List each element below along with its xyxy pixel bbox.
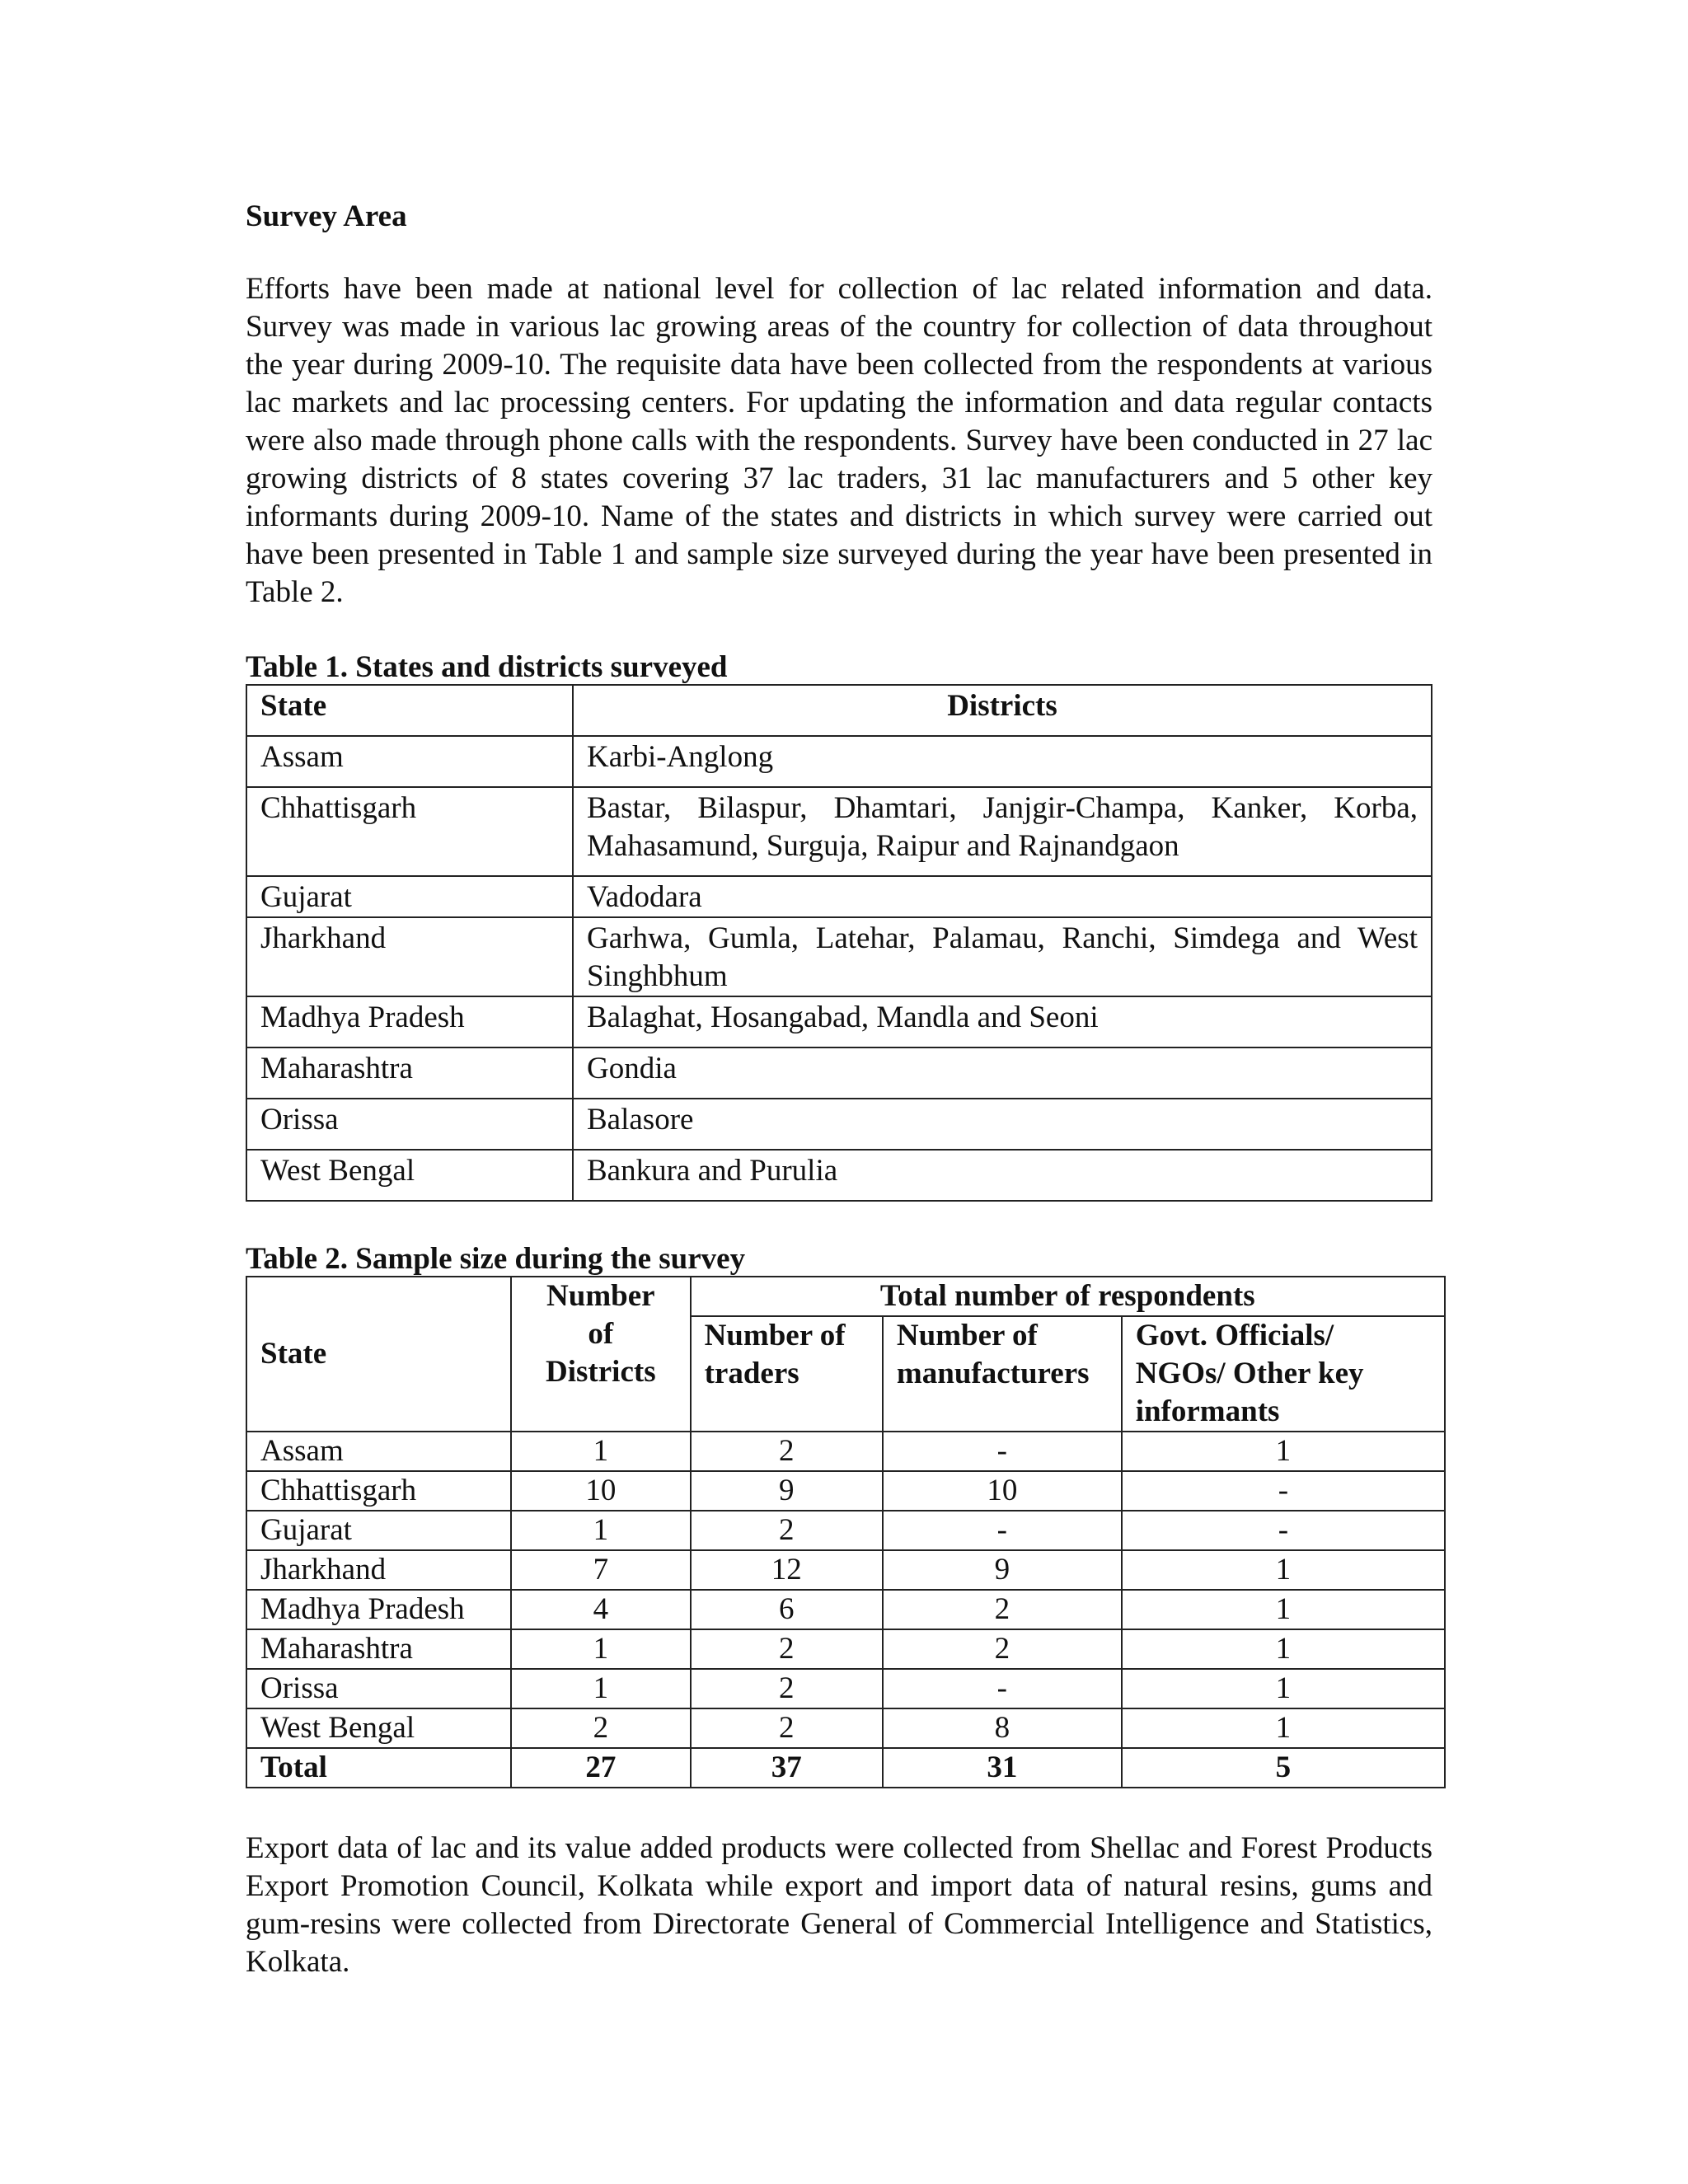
header-line: Districts bbox=[546, 1355, 656, 1389]
header-line: NGOs/ Other key bbox=[1135, 1357, 1364, 1390]
table1-caption: Table 1. States and districts surveyed bbox=[246, 650, 728, 684]
total-traders-cell: 37 bbox=[691, 1748, 883, 1788]
manufacturers-count-cell: 2 bbox=[883, 1590, 1122, 1629]
traders-count-cell: 2 bbox=[691, 1432, 883, 1471]
header-total-respondents: Total number of respondents bbox=[691, 1277, 1445, 1316]
header-state: State bbox=[246, 1277, 511, 1432]
closing-paragraph: Export data of lac and its value added products were collected from Shellac and Forest Products Export Promotion Council, Kolkata while export and import data of natural resins, gums and gum-resins were collected from Directorate General of Commercial Intelligence and Statistics, Kolkata. bbox=[246, 1831, 1432, 1979]
districts-cell: Bankura and Purulia bbox=[573, 1150, 1432, 1201]
total-label-cell: Total bbox=[246, 1748, 511, 1788]
state-cell: Madhya Pradesh bbox=[246, 1590, 511, 1629]
header-state: State bbox=[246, 685, 573, 736]
manufacturers-count-cell: 9 bbox=[883, 1550, 1122, 1590]
states-districts-table bbox=[246, 684, 1432, 1202]
others-count-cell: 1 bbox=[1122, 1708, 1445, 1748]
state-cell: Jharkhand bbox=[246, 917, 573, 996]
districts-cell: Garhwa, Gumla, Latehar, Palamau, Ranchi, Simdega and West Singhbhum bbox=[573, 917, 1432, 996]
districts-cell: Vadodara bbox=[573, 876, 1432, 917]
intro-paragraph: Efforts have been made at national level for collection of lac related information and data. Survey was made in various lac growing areas of the country for collection of data throughout the year during 2009-10. The requisite data have been collected from the respondents at various lac markets and lac processing centers. For updating the information and data regular contacts were also made through phone calls with the respondents. Survey have been conducted in 27 lac growing districts of 8 states covering 37 lac traders, 31 lac manufacturers and 5 other key informants during 2009-10. Name of the states and districts in which survey were carried out have been presented in Table 1 and sample size surveyed during the year have been presented in Table 2. bbox=[246, 272, 1432, 609]
table-row bbox=[246, 1099, 1432, 1150]
manufacturers-count-cell: - bbox=[883, 1669, 1122, 1708]
districts-count-cell: 1 bbox=[511, 1629, 691, 1669]
manufacturers-count-cell: 2 bbox=[883, 1629, 1122, 1669]
table-row bbox=[246, 1471, 1445, 1511]
header-number-of-traders bbox=[691, 1316, 883, 1432]
state-cell: Assam bbox=[246, 736, 573, 787]
state-cell: Gujarat bbox=[246, 876, 573, 917]
table-row bbox=[246, 876, 1432, 917]
total-others-cell: 5 bbox=[1122, 1748, 1445, 1788]
traders-count-cell: 2 bbox=[691, 1669, 883, 1708]
districts-count-cell: 7 bbox=[511, 1550, 691, 1590]
state-cell: Orissa bbox=[246, 1099, 573, 1150]
table-header-row bbox=[246, 1277, 1445, 1316]
table-row bbox=[246, 996, 1432, 1047]
state-cell: West Bengal bbox=[246, 1708, 511, 1748]
districts-cell: Balasore bbox=[573, 1099, 1432, 1150]
districts-count-cell: 4 bbox=[511, 1590, 691, 1629]
manufacturers-count-cell: 8 bbox=[883, 1708, 1122, 1748]
header-line: of bbox=[588, 1317, 614, 1351]
table-row bbox=[246, 1047, 1432, 1099]
header-line: traders bbox=[704, 1357, 799, 1390]
others-count-cell: 1 bbox=[1122, 1550, 1445, 1590]
header-number-of-districts bbox=[511, 1277, 691, 1432]
total-districts-cell: 27 bbox=[511, 1748, 691, 1788]
others-count-cell: 1 bbox=[1122, 1432, 1445, 1471]
table-row bbox=[246, 1708, 1445, 1748]
state-cell: Maharashtra bbox=[246, 1047, 573, 1099]
state-cell: Chhattisgarh bbox=[246, 1471, 511, 1511]
state-cell: Gujarat bbox=[246, 1511, 511, 1550]
table-row bbox=[246, 787, 1432, 876]
header-line: Number bbox=[546, 1279, 655, 1313]
table2-caption: Table 2. Sample size during the survey bbox=[246, 1242, 746, 1276]
traders-count-cell: 6 bbox=[691, 1590, 883, 1629]
districts-count-cell: 1 bbox=[511, 1669, 691, 1708]
others-count-cell: 1 bbox=[1122, 1590, 1445, 1629]
header-line: informants bbox=[1135, 1394, 1280, 1428]
traders-count-cell: 2 bbox=[691, 1629, 883, 1669]
table-row bbox=[246, 1550, 1445, 1590]
districts-cell: Gondia bbox=[573, 1047, 1432, 1099]
districts-cell: Bastar, Bilaspur, Dhamtari, Janjgir-Champa, Kanker, Korba, Mahasamund, Surguja, Raipur and Rajnandgaon bbox=[573, 787, 1432, 876]
total-row bbox=[246, 1748, 1445, 1788]
traders-count-cell: 9 bbox=[691, 1471, 883, 1511]
traders-count-cell: 2 bbox=[691, 1708, 883, 1748]
header-number-of-manufacturers bbox=[883, 1316, 1122, 1432]
districts-cell: Balaghat, Hosangabad, Mandla and Seoni bbox=[573, 996, 1432, 1047]
others-count-cell: 1 bbox=[1122, 1669, 1445, 1708]
state-cell: Orissa bbox=[246, 1669, 511, 1708]
manufacturers-count-cell: - bbox=[883, 1511, 1122, 1550]
table-row bbox=[246, 1669, 1445, 1708]
manufacturers-count-cell: 10 bbox=[883, 1471, 1122, 1511]
section-title: Survey Area bbox=[246, 199, 407, 233]
others-count-cell: - bbox=[1122, 1471, 1445, 1511]
total-manufacturers-cell: 31 bbox=[883, 1748, 1122, 1788]
others-count-cell: - bbox=[1122, 1511, 1445, 1550]
districts-count-cell: 1 bbox=[511, 1511, 691, 1550]
state-cell: Assam bbox=[246, 1432, 511, 1471]
sample-size-table bbox=[246, 1276, 1446, 1788]
table-row bbox=[246, 917, 1432, 996]
header-line: Govt. Officials/ bbox=[1135, 1319, 1334, 1352]
state-cell: West Bengal bbox=[246, 1150, 573, 1201]
districts-count-cell: 10 bbox=[511, 1471, 691, 1511]
others-count-cell: 1 bbox=[1122, 1629, 1445, 1669]
table-row bbox=[246, 1629, 1445, 1669]
districts-count-cell: 1 bbox=[511, 1432, 691, 1471]
state-cell: Chhattisgarh bbox=[246, 787, 573, 876]
header-other-informants bbox=[1122, 1316, 1445, 1432]
state-cell: Jharkhand bbox=[246, 1550, 511, 1590]
table-row bbox=[246, 1432, 1445, 1471]
districts-count-cell: 2 bbox=[511, 1708, 691, 1748]
header-line: Number of bbox=[896, 1319, 1038, 1352]
districts-cell: Karbi-Anglong bbox=[573, 736, 1432, 787]
table-header-row bbox=[246, 685, 1432, 736]
traders-count-cell: 2 bbox=[691, 1511, 883, 1550]
table-row bbox=[246, 1590, 1445, 1629]
document-page bbox=[246, 198, 1432, 1981]
table-row bbox=[246, 736, 1432, 787]
traders-count-cell: 12 bbox=[691, 1550, 883, 1590]
state-cell: Madhya Pradesh bbox=[246, 996, 573, 1047]
table-row bbox=[246, 1150, 1432, 1201]
table-row bbox=[246, 1511, 1445, 1550]
state-cell: Maharashtra bbox=[246, 1629, 511, 1669]
header-districts: Districts bbox=[573, 685, 1432, 736]
manufacturers-count-cell: - bbox=[883, 1432, 1122, 1471]
header-line: Number of bbox=[704, 1319, 846, 1352]
header-line: manufacturers bbox=[896, 1357, 1090, 1390]
